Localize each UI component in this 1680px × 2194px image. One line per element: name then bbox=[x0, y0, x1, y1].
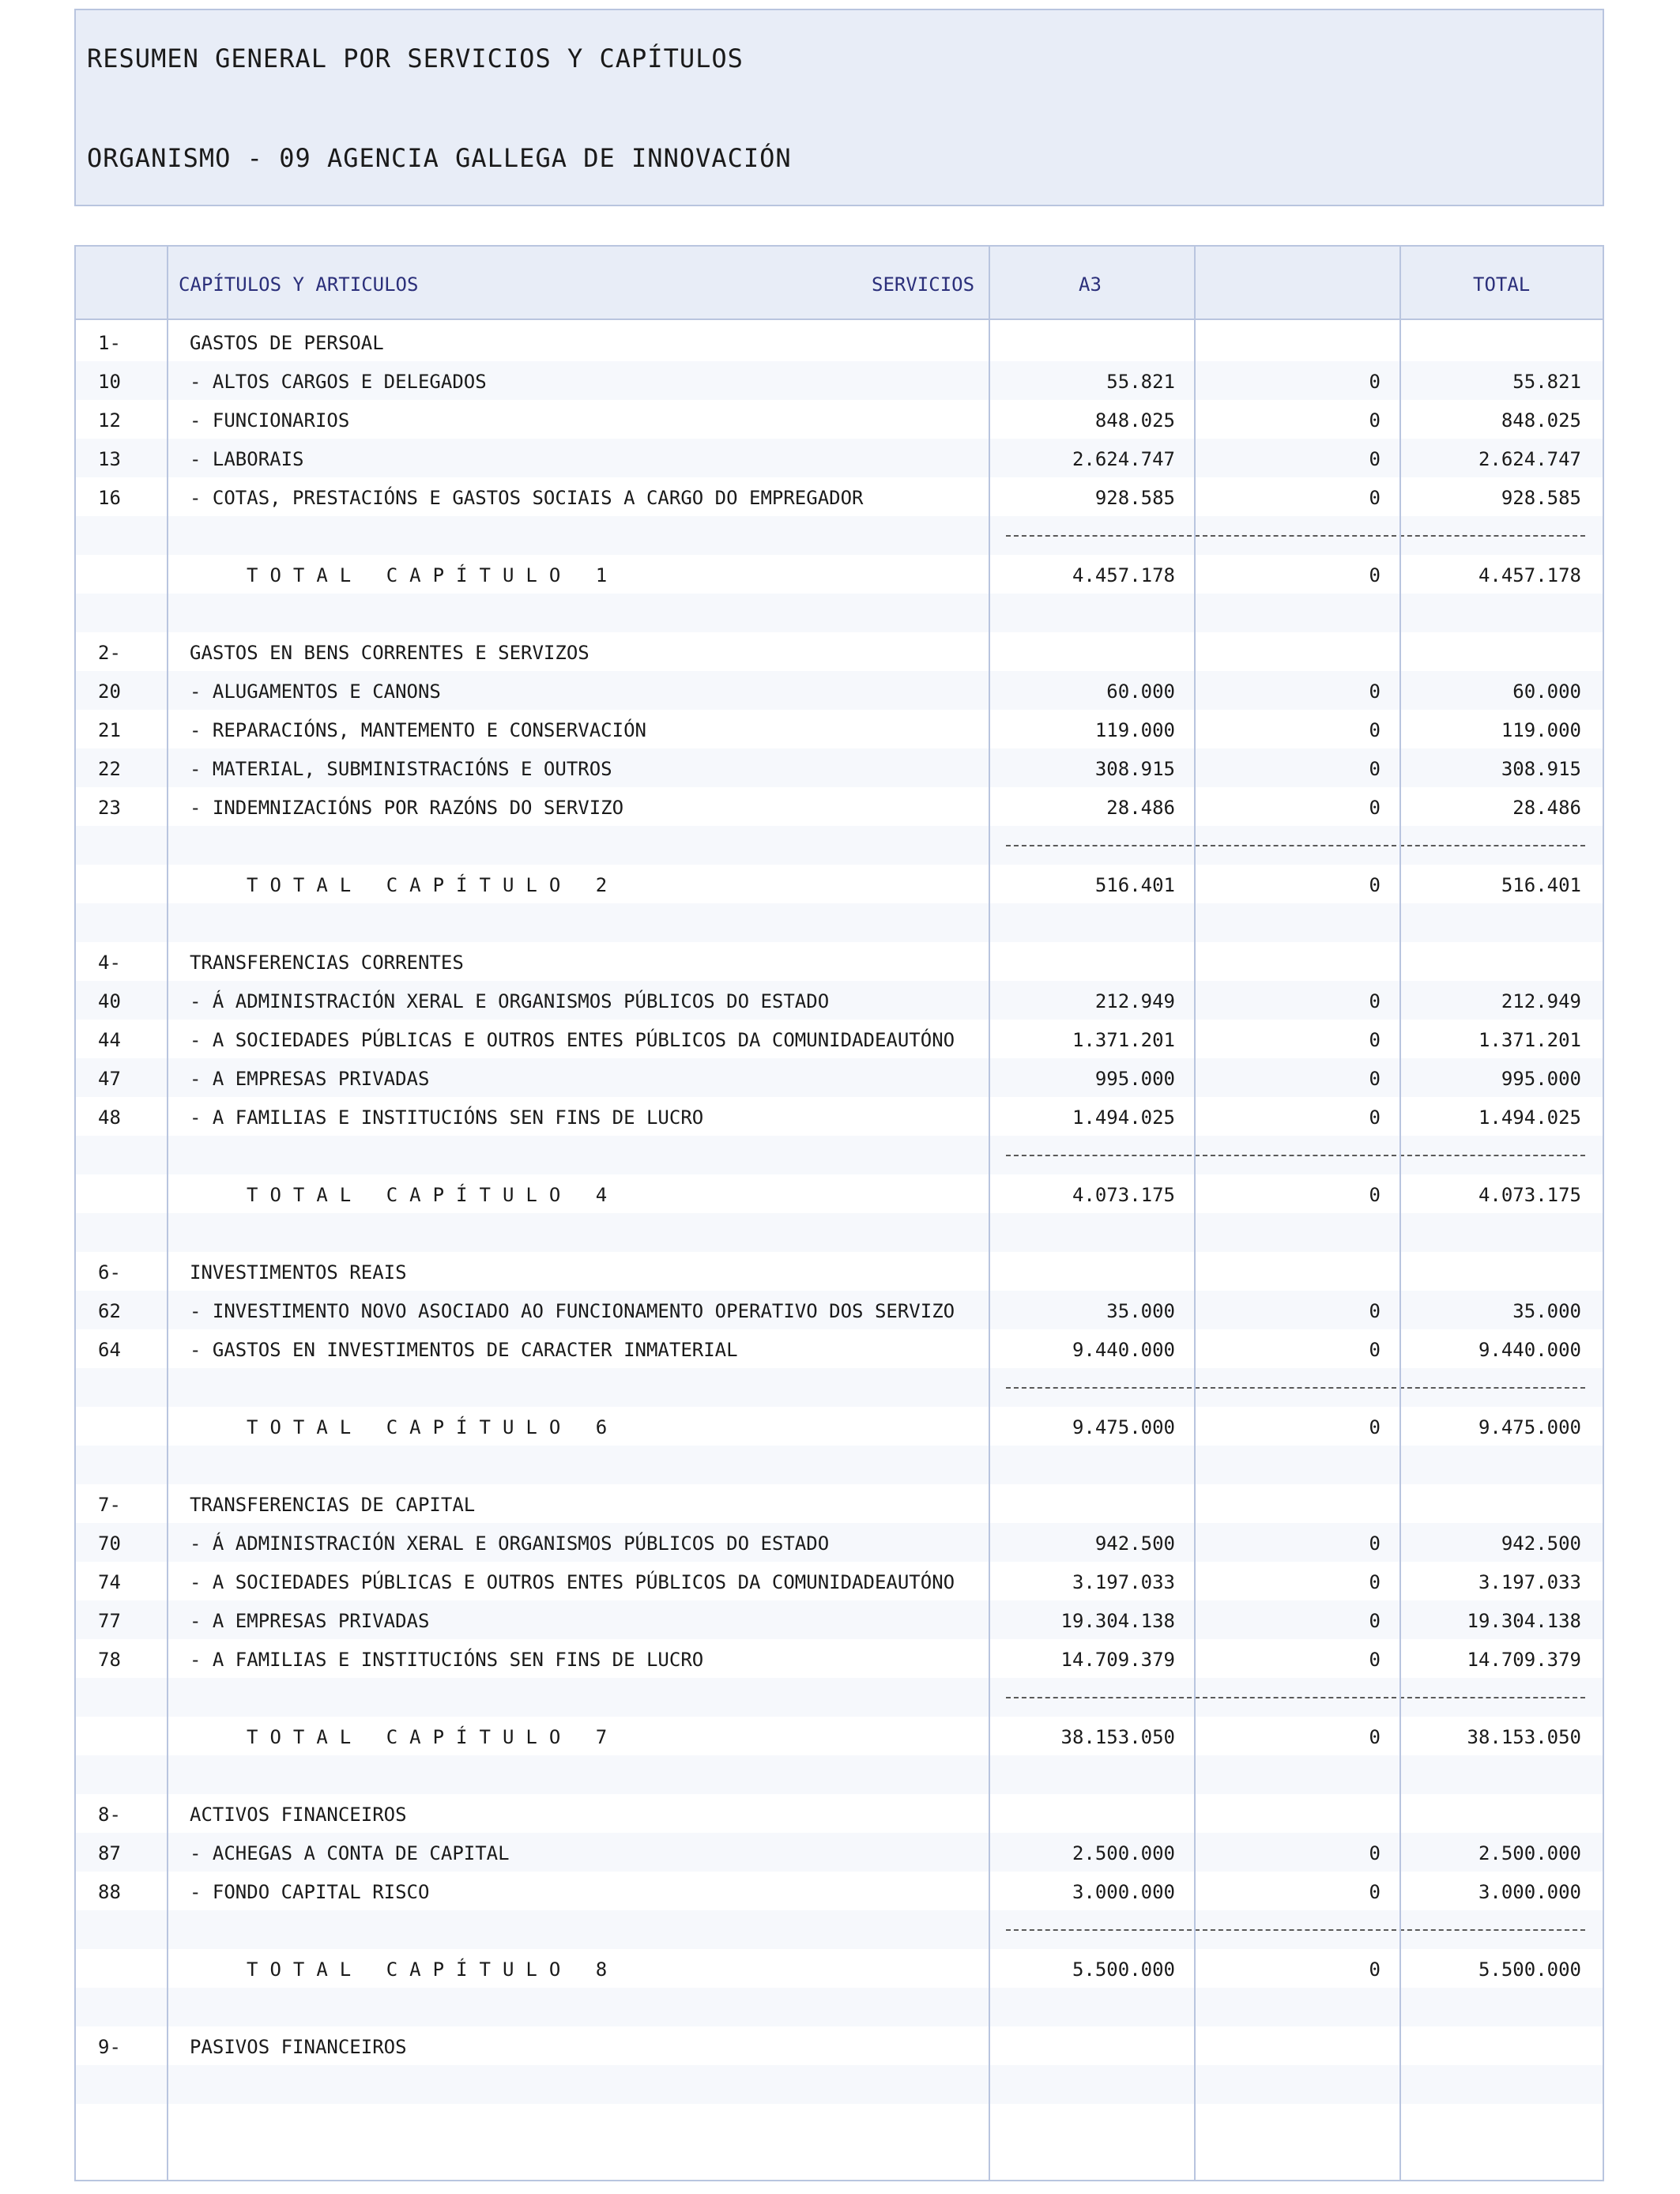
total-total: 4.457.178 bbox=[1478, 564, 1581, 586]
blank-row bbox=[76, 2065, 1603, 2104]
table-row bbox=[76, 787, 1603, 826]
chapter-total-label: TOTAL CAPÍTULO 7 bbox=[247, 1726, 620, 1748]
amount-total: 3.000.000 bbox=[1478, 1881, 1581, 1903]
chapter-title: GASTOS EN BENS CORRENTES E SERVIZOS bbox=[190, 642, 590, 664]
amount-a3: 928.585 bbox=[1094, 487, 1175, 509]
amount-total: 2.624.747 bbox=[1478, 448, 1581, 470]
article-description: - A FAMILIAS E INSTITUCIÓNS SEN FINS DE LUCRO bbox=[190, 1106, 704, 1129]
article-code: 62 bbox=[98, 1300, 121, 1322]
table-row bbox=[76, 477, 1603, 516]
amount-total: 60.000 bbox=[1512, 680, 1581, 703]
total-a3: 9.475.000 bbox=[1072, 1416, 1175, 1438]
amount-blank-column: 0 bbox=[1369, 1610, 1381, 1632]
amount-blank-column: 0 bbox=[1369, 1571, 1381, 1593]
article-description: - ACHEGAS A CONTA DE CAPITAL bbox=[190, 1842, 510, 1864]
amount-total: 19.304.138 bbox=[1467, 1610, 1581, 1632]
article-code: 16 bbox=[98, 487, 121, 509]
chapter-row bbox=[76, 632, 1603, 671]
amount-total: 2.500.000 bbox=[1478, 1842, 1581, 1864]
amount-a3: 119.000 bbox=[1094, 719, 1175, 741]
chapter-code: 1- bbox=[98, 332, 121, 354]
header-a3: A3 bbox=[1079, 273, 1102, 296]
amount-total: 9.440.000 bbox=[1478, 1339, 1581, 1361]
amount-blank-column: 0 bbox=[1369, 990, 1381, 1012]
amount-blank-column: 0 bbox=[1369, 1068, 1381, 1090]
column-divider bbox=[989, 247, 990, 2180]
amount-blank-column: 0 bbox=[1369, 1300, 1381, 1322]
amount-total: 35.000 bbox=[1512, 1300, 1581, 1322]
table-row bbox=[76, 981, 1603, 1020]
amount-total: 28.486 bbox=[1512, 797, 1581, 819]
amount-a3: 2.500.000 bbox=[1072, 1842, 1175, 1864]
amount-a3: 2.624.747 bbox=[1072, 448, 1175, 470]
subtotal-separator bbox=[76, 1136, 1603, 1174]
blank-row bbox=[76, 1755, 1603, 1794]
subtotal-separator bbox=[76, 1910, 1603, 1949]
chapter-row bbox=[76, 1252, 1603, 1291]
article-description: - A SOCIEDADES PÚBLICAS E OUTROS ENTES PÚBLICOS DA COMUNIDADEAUTÓNO bbox=[190, 1571, 955, 1593]
table-header bbox=[76, 247, 1603, 320]
chapter-code: 6- bbox=[98, 1261, 121, 1284]
total-a3: 516.401 bbox=[1094, 874, 1175, 896]
table-row bbox=[76, 710, 1603, 748]
chapter-total-label: TOTAL CAPÍTULO 1 bbox=[247, 564, 620, 586]
article-code: 48 bbox=[98, 1106, 121, 1129]
article-code: 22 bbox=[98, 758, 121, 780]
total-blank-column: 0 bbox=[1369, 874, 1381, 896]
amount-total: 55.821 bbox=[1512, 371, 1581, 393]
amount-blank-column: 0 bbox=[1369, 1029, 1381, 1051]
amount-blank-column: 0 bbox=[1369, 1881, 1381, 1903]
blank-row bbox=[76, 1213, 1603, 1252]
table-row bbox=[76, 1600, 1603, 1639]
chapter-title: TRANSFERENCIAS DE CAPITAL bbox=[190, 1494, 476, 1516]
table-row bbox=[76, 361, 1603, 400]
article-code: 74 bbox=[98, 1571, 121, 1593]
total-blank-column: 0 bbox=[1369, 1416, 1381, 1438]
article-code: 78 bbox=[98, 1649, 121, 1671]
amount-blank-column: 0 bbox=[1369, 1339, 1381, 1361]
amount-a3: 212.949 bbox=[1094, 990, 1175, 1012]
amount-a3: 19.304.138 bbox=[1060, 1610, 1175, 1632]
table-row bbox=[76, 1097, 1603, 1136]
amount-blank-column: 0 bbox=[1369, 758, 1381, 780]
chapter-total-row bbox=[76, 1407, 1603, 1446]
dashed-rule bbox=[1006, 1387, 1585, 1389]
article-code: 13 bbox=[98, 448, 121, 470]
table-row bbox=[76, 1872, 1603, 1910]
amount-a3: 1.371.201 bbox=[1072, 1029, 1175, 1051]
total-total: 4.073.175 bbox=[1478, 1184, 1581, 1206]
document-title: RESUMEN GENERAL POR SERVICIOS Y CAPÍTULOS bbox=[87, 43, 744, 74]
article-code: 44 bbox=[98, 1029, 121, 1051]
subtotal-separator bbox=[76, 516, 1603, 555]
chapter-title: TRANSFERENCIAS CORRENTES bbox=[190, 952, 464, 974]
article-description: - REPARACIÓNS, MANTEMENTO E CONSERVACIÓN bbox=[190, 719, 646, 741]
article-description: - FUNCIONARIOS bbox=[190, 409, 350, 432]
chapter-title: GASTOS DE PERSOAL bbox=[190, 332, 384, 354]
article-description: - A FAMILIAS E INSTITUCIÓNS SEN FINS DE LUCRO bbox=[190, 1649, 704, 1671]
table-row bbox=[76, 1639, 1603, 1678]
article-code: 23 bbox=[98, 797, 121, 819]
article-code: 47 bbox=[98, 1068, 121, 1090]
total-total: 9.475.000 bbox=[1478, 1416, 1581, 1438]
chapter-total-row bbox=[76, 1174, 1603, 1213]
amount-blank-column: 0 bbox=[1369, 487, 1381, 509]
amount-a3: 308.915 bbox=[1094, 758, 1175, 780]
article-code: 21 bbox=[98, 719, 121, 741]
document-header bbox=[74, 9, 1604, 206]
total-a3: 5.500.000 bbox=[1072, 1958, 1175, 1981]
article-code: 12 bbox=[98, 409, 121, 432]
article-code: 20 bbox=[98, 680, 121, 703]
table-row bbox=[76, 1833, 1603, 1872]
amount-a3: 942.500 bbox=[1094, 1532, 1175, 1555]
amount-blank-column: 0 bbox=[1369, 1106, 1381, 1129]
table-row bbox=[76, 439, 1603, 477]
subtotal-separator bbox=[76, 826, 1603, 865]
amount-blank-column: 0 bbox=[1369, 680, 1381, 703]
article-description: - FONDO CAPITAL RISCO bbox=[190, 1881, 430, 1903]
amount-a3: 3.197.033 bbox=[1072, 1571, 1175, 1593]
chapter-code: 2- bbox=[98, 642, 121, 664]
article-description: - ALTOS CARGOS E DELEGADOS bbox=[190, 371, 487, 393]
amount-a3: 848.025 bbox=[1094, 409, 1175, 432]
article-code: 88 bbox=[98, 1881, 121, 1903]
chapter-row bbox=[76, 942, 1603, 981]
article-code: 70 bbox=[98, 1532, 121, 1555]
chapter-row bbox=[76, 1794, 1603, 1833]
article-description: - A EMPRESAS PRIVADAS bbox=[190, 1068, 430, 1090]
header-total: TOTAL bbox=[1473, 273, 1531, 296]
article-description: - ALUGAMENTOS E CANONS bbox=[190, 680, 441, 703]
amount-blank-column: 0 bbox=[1369, 448, 1381, 470]
header-servicios: SERVICIOS bbox=[872, 273, 975, 296]
amount-total: 1.371.201 bbox=[1478, 1029, 1581, 1051]
dashed-rule bbox=[1006, 1929, 1585, 1931]
amount-total: 848.025 bbox=[1501, 409, 1581, 432]
chapter-total-row bbox=[76, 1717, 1603, 1755]
budget-table bbox=[74, 245, 1604, 2181]
total-blank-column: 0 bbox=[1369, 564, 1381, 586]
blank-row bbox=[76, 1446, 1603, 1484]
article-description: - Á ADMINISTRACIÓN XERAL E ORGANISMOS PÚBLICOS DO ESTADO bbox=[190, 1532, 830, 1555]
dashed-rule bbox=[1006, 535, 1585, 537]
chapter-title: INVESTIMENTOS REAIS bbox=[190, 1261, 407, 1284]
dashed-rule bbox=[1006, 1697, 1585, 1698]
article-description: - A EMPRESAS PRIVADAS bbox=[190, 1610, 430, 1632]
chapter-title: PASIVOS FINANCEIROS bbox=[190, 2036, 407, 2058]
total-blank-column: 0 bbox=[1369, 1958, 1381, 1981]
amount-a3: 35.000 bbox=[1106, 1300, 1175, 1322]
dashed-rule bbox=[1006, 1155, 1585, 1156]
amount-blank-column: 0 bbox=[1369, 1649, 1381, 1671]
chapter-total-row bbox=[76, 865, 1603, 903]
amount-a3: 3.000.000 bbox=[1072, 1881, 1175, 1903]
chapter-total-row bbox=[76, 555, 1603, 594]
article-code: 10 bbox=[98, 371, 121, 393]
article-description: - A SOCIEDADES PÚBLICAS E OUTROS ENTES PÚBLICOS DA COMUNIDADEAUTÓNO bbox=[190, 1029, 955, 1051]
chapter-code: 8- bbox=[98, 1804, 121, 1826]
blank-row bbox=[76, 903, 1603, 942]
dashed-rule bbox=[1006, 845, 1585, 846]
amount-a3: 28.486 bbox=[1106, 797, 1175, 819]
amount-total: 1.494.025 bbox=[1478, 1106, 1581, 1129]
amount-total: 308.915 bbox=[1501, 758, 1581, 780]
column-divider bbox=[167, 247, 168, 2180]
article-description: - LABORAIS bbox=[190, 448, 304, 470]
total-a3: 4.073.175 bbox=[1072, 1184, 1175, 1206]
amount-blank-column: 0 bbox=[1369, 797, 1381, 819]
table-row bbox=[76, 671, 1603, 710]
chapter-total-label: TOTAL CAPÍTULO 8 bbox=[247, 1958, 620, 1981]
article-code: 40 bbox=[98, 990, 121, 1012]
amount-total: 942.500 bbox=[1501, 1532, 1581, 1555]
article-description: - Á ADMINISTRACIÓN XERAL E ORGANISMOS PÚBLICOS DO ESTADO bbox=[190, 990, 830, 1012]
chapter-total-label: TOTAL CAPÍTULO 6 bbox=[247, 1416, 620, 1438]
chapter-row bbox=[76, 2026, 1603, 2065]
total-total: 516.401 bbox=[1501, 874, 1581, 896]
blank-row bbox=[76, 594, 1603, 632]
amount-blank-column: 0 bbox=[1369, 1842, 1381, 1864]
table-row bbox=[76, 1058, 1603, 1097]
article-description: - MATERIAL, SUBMINISTRACIÓNS E OUTROS bbox=[190, 758, 612, 780]
blank-row bbox=[76, 1988, 1603, 2026]
chapter-row bbox=[76, 1484, 1603, 1523]
chapter-row bbox=[76, 322, 1603, 361]
amount-blank-column: 0 bbox=[1369, 409, 1381, 432]
amount-a3: 14.709.379 bbox=[1060, 1649, 1175, 1671]
chapter-total-label: TOTAL CAPÍTULO 2 bbox=[247, 874, 620, 896]
chapter-total-row bbox=[76, 1949, 1603, 1988]
chapter-code: 9- bbox=[98, 2036, 121, 2058]
total-a3: 38.153.050 bbox=[1060, 1726, 1175, 1748]
table-row bbox=[76, 1020, 1603, 1058]
total-total: 38.153.050 bbox=[1467, 1726, 1581, 1748]
table-row bbox=[76, 400, 1603, 439]
column-divider bbox=[1399, 247, 1401, 2180]
amount-blank-column: 0 bbox=[1369, 1532, 1381, 1555]
amount-total: 928.585 bbox=[1501, 487, 1581, 509]
total-a3: 4.457.178 bbox=[1072, 564, 1175, 586]
article-description: - INDEMNIZACIÓNS POR RAZÓNS DO SERVIZO bbox=[190, 797, 624, 819]
table-row bbox=[76, 1329, 1603, 1368]
table-row bbox=[76, 1291, 1603, 1329]
subtotal-separator bbox=[76, 1678, 1603, 1717]
amount-total: 119.000 bbox=[1501, 719, 1581, 741]
total-blank-column: 0 bbox=[1369, 1184, 1381, 1206]
organismo-title: ORGANISMO - 09 AGENCIA GALLEGA DE INNOVACIÓN bbox=[87, 143, 792, 173]
table-row bbox=[76, 1523, 1603, 1562]
amount-a3: 9.440.000 bbox=[1072, 1339, 1175, 1361]
article-description: - COTAS, PRESTACIÓNS E GASTOS SOCIAIS A CARGO DO EMPREGADOR bbox=[190, 487, 864, 509]
article-code: 87 bbox=[98, 1842, 121, 1864]
chapter-total-label: TOTAL CAPÍTULO 4 bbox=[247, 1184, 620, 1206]
amount-total: 995.000 bbox=[1501, 1068, 1581, 1090]
total-blank-column: 0 bbox=[1369, 1726, 1381, 1748]
header-capitulos: CAPÍTULOS Y ARTICULOS bbox=[179, 273, 419, 296]
chapter-code: 4- bbox=[98, 952, 121, 974]
chapter-title: ACTIVOS FINANCEIROS bbox=[190, 1804, 407, 1826]
amount-a3: 60.000 bbox=[1106, 680, 1175, 703]
amount-total: 14.709.379 bbox=[1467, 1649, 1581, 1671]
article-code: 64 bbox=[98, 1339, 121, 1361]
subtotal-separator bbox=[76, 1368, 1603, 1407]
chapter-code: 7- bbox=[98, 1494, 121, 1516]
amount-total: 212.949 bbox=[1501, 990, 1581, 1012]
total-total: 5.500.000 bbox=[1478, 1958, 1581, 1981]
amount-a3: 995.000 bbox=[1094, 1068, 1175, 1090]
table-row bbox=[76, 1562, 1603, 1600]
amount-total: 3.197.033 bbox=[1478, 1571, 1581, 1593]
amount-a3: 55.821 bbox=[1106, 371, 1175, 393]
article-description: - INVESTIMENTO NOVO ASOCIADO AO FUNCIONAMENTO OPERATIVO DOS SERVIZO bbox=[190, 1300, 955, 1322]
column-divider bbox=[1194, 247, 1196, 2180]
article-code: 77 bbox=[98, 1610, 121, 1632]
table-row bbox=[76, 748, 1603, 787]
amount-a3: 1.494.025 bbox=[1072, 1106, 1175, 1129]
amount-blank-column: 0 bbox=[1369, 371, 1381, 393]
amount-blank-column: 0 bbox=[1369, 719, 1381, 741]
article-description: - GASTOS EN INVESTIMENTOS DE CARACTER INMATERIAL bbox=[190, 1339, 738, 1361]
